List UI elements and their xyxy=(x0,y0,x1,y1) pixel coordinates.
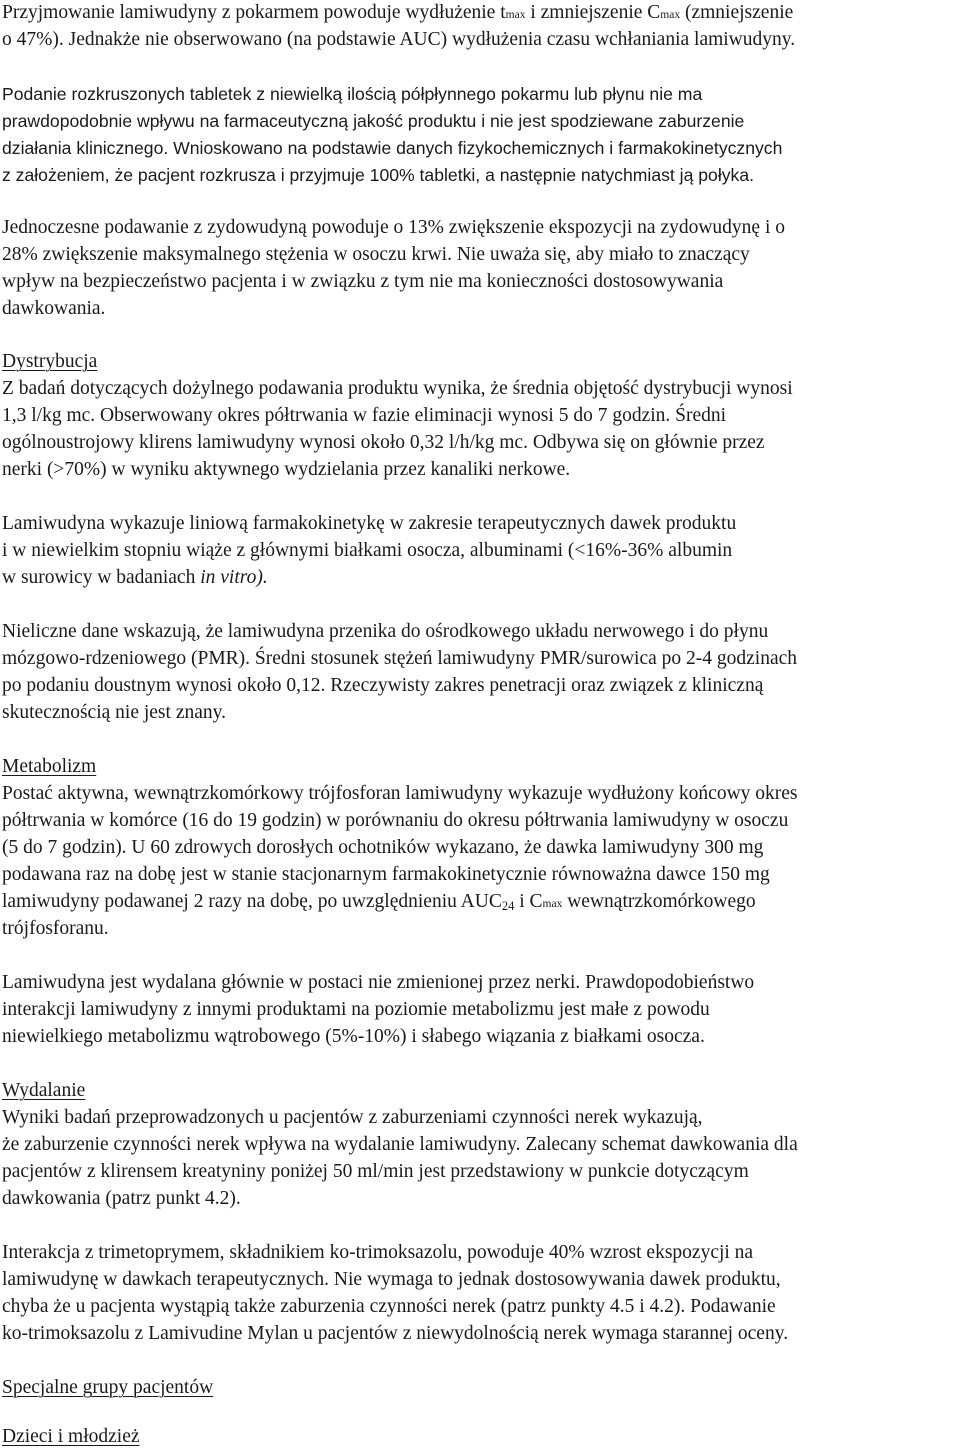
text-line: Przyjmowanie lamiwudyny z pokarmem powoduje wydłużenie tmax i zmniejszenie Cmax (zmniejszenie xyxy=(2,2,794,23)
text-line: wpływ na bezpieczeństwo pacjenta i w związku z tym nie ma konieczności dostosowywania xyxy=(2,271,724,292)
text-line: 28% zwiększenie maksymalnego stężenia w osoczu krwi. Nie uważa się, aby miało to znaczący xyxy=(2,244,750,265)
text-line: po podaniu doustnym wynosi około 0,12. Rzeczywisty zakres penetracji oraz związek z kliniczną xyxy=(2,675,764,696)
text-line: lamiwudynę w dawkach terapeutycznych. Nie wymaga to jednak dostosowywania dawek produktu, xyxy=(2,1269,781,1290)
text-line: dawkowania (patrz punkt 4.2). xyxy=(2,1188,241,1209)
section-heading-metabolizm: Metabolizm xyxy=(2,756,97,777)
section-heading-dzieci: Dzieci i młodzież xyxy=(2,1426,140,1447)
text-line: trójfosforanu. xyxy=(2,918,109,939)
text-line: lamiwudyny podawanej 2 razy na dobę, po uwzględnieniu AUC24 i Cmax wewnątrzkomórkowego xyxy=(2,891,756,913)
text-line: Z badań dotyczących dożylnego podawania produktu wynika, że średnia objętość dystrybucji wynosi xyxy=(2,378,793,399)
text-line: mózgowo-rdzeniowego (PMR). Średni stosunek stężeń lamiwudyny PMR/surowica po 2-4 godzinach xyxy=(2,648,798,669)
text-line: prawdopodobnie wpływu na farmaceutyczną jakość produktu i nie jest spodziewane zaburzenie xyxy=(2,111,745,131)
text-line: 1,3 l/kg mc. Obserwowany okres półtrwania w fazie eliminacji wynosi 5 do 7 godzin. Średni xyxy=(2,405,727,426)
text-line: Postać aktywna, wewnątrzkomórkowy trójfosforan lamiwudyny wykazuje wydłużony końcowy okres xyxy=(2,783,798,804)
text-line: chyba że u pacjenta wystąpią także zaburzenia czynności nerek (patrz punkty 4.5 i 4.2). Podawanie xyxy=(2,1296,776,1317)
text-line: o 47%). Jednakże nie obserwowano (na podstawie AUC) wydłużenia czasu wchłaniania lamiwudyny. xyxy=(2,29,796,50)
text-line: i w niewielkim stopniu wiąże z głównymi białkami osocza, albuminami (<16%-36% albumin xyxy=(2,540,733,561)
text-line: skutecznością nie jest znany. xyxy=(2,702,226,723)
text-line: że zaburzenie czynności nerek wpływa na wydalanie lamiwudyny. Zalecany schemat dawkowania dla xyxy=(2,1134,798,1155)
text-line: Jednoczesne podawanie z zydowudyną powoduje o 13% zwiększenie ekspozycji na zydowudynę i o xyxy=(2,217,785,238)
text-line: półtrwania w komórce (16 do 19 godzin) w porównaniu do okresu półtrwania lamiwudyny w osoczu xyxy=(2,810,789,831)
text-line: Podanie rozkruszonych tabletek z niewielką ilością półpłynnego pokarmu lub płynu nie ma xyxy=(2,84,703,104)
text-line: interakcji lamiwudyny z innymi produktami na poziomie metabolizmu jest małe z powodu xyxy=(2,999,710,1020)
text-line: dawkowania. xyxy=(2,298,106,319)
section-heading-specjalne-grupy: Specjalne grupy pacjentów xyxy=(2,1377,214,1398)
text-line: ko-trimoksazolu z Lamivudine Mylan u pacjentów z niewydolnością nerek wymaga starannej oceny. xyxy=(2,1323,789,1344)
text-line: nerki (>70%) w wyniku aktywnego wydzielania przez kanaliki nerkowe. xyxy=(2,459,571,480)
text-line: niewielkiego metabolizmu wątrobowego (5%-10%) i słabego wiązania z białkami osocza. xyxy=(2,1026,705,1047)
text-line: ogólnoustrojowy klirens lamiwudyny wynosi około 0,32 l/h/kg mc. Odbywa się on głównie przez xyxy=(2,432,765,453)
text-line: Interakcja z trimetoprymem, składnikiem ko-trimoksazolu, powoduje 40% wzrost ekspozycji na xyxy=(2,1242,754,1263)
text-line: z założeniem, że pacjent rozkrusza i przyjmuje 100% tabletki, a następnie natychmiast ją połyka. xyxy=(2,165,755,185)
text-line: Wyniki badań przeprowadzonych u pacjentów z zaburzeniami czynności nerek wykazują, xyxy=(2,1107,703,1128)
text-line: podawana raz na dobę jest w stanie stacjonarnym farmakokinetycznie równoważna dawce 150 mg xyxy=(2,864,770,885)
section-heading-dystrybucja: Dystrybucja xyxy=(2,351,98,372)
text-line: Lamiwudyna jest wydalana głównie w postaci nie zmienionej przez nerki. Prawdopodobieństwo xyxy=(2,972,755,993)
text-line: w surowicy w badaniach in vitro). xyxy=(2,567,268,588)
text-line: Lamiwudyna wykazuje liniową farmakokinetykę w zakresie terapeutycznych dawek produktu xyxy=(2,513,737,534)
text-line: Nieliczne dane wskazują, że lamiwudyna przenika do ośrodkowego układu nerwowego i do płynu xyxy=(2,621,769,642)
text-line: pacjentów z klirensem kreatyniny poniżej 50 ml/min jest przedstawiony w punkcie dotyczącym xyxy=(2,1161,749,1182)
text-line: działania klinicznego. Wnioskowano na podstawie danych fizykochemicznych i farmakokinetycznych xyxy=(2,138,783,158)
section-heading-wydalanie: Wydalanie xyxy=(2,1080,86,1101)
text-line: (5 do 7 godzin). U 60 zdrowych dorosłych ochotników wykazano, że dawka lamiwudyny 300 mg xyxy=(2,837,764,858)
